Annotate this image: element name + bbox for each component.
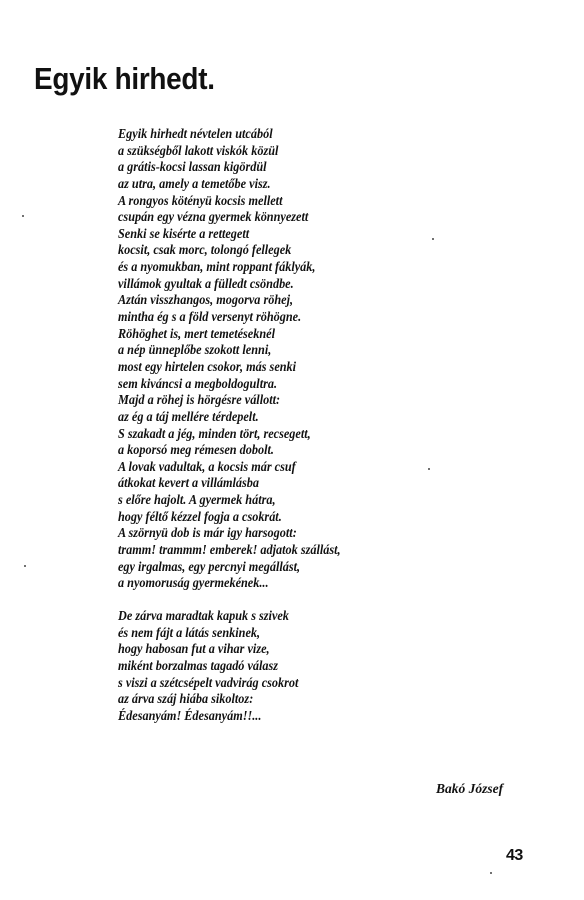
poem-line: hogy habosan fut a vihar vize,: [118, 641, 270, 657]
poem-line: Aztán visszhangos, mogorva röhej,: [118, 292, 294, 308]
poem-line: s viszi a szétcsépelt vadvirág csokrot: [118, 674, 299, 690]
poem-line: átkokat kevert a villámlásba: [118, 475, 260, 491]
poem-line: De zárva maradtak kapuk s szivek: [118, 607, 289, 623]
poem-line: Majd a röhej is hörgésre vállott:: [118, 392, 281, 408]
poem-line: s előre hajolt. A gyermek hátra,: [118, 492, 276, 508]
poem-line: kocsit, csak morc, tolongó fellegek: [118, 242, 292, 258]
print-speck: [490, 872, 492, 874]
poem-author: Bakó József: [436, 781, 504, 796]
poem-body: [118, 126, 341, 724]
poem-line: a nép ünneplőbe szokott lenni,: [118, 342, 272, 358]
poem-line: S szakadt a jég, minden tört, recsegett,: [118, 425, 311, 441]
poem-line: sem kiváncsi a megboldogultra.: [118, 375, 278, 391]
poem-line: A szörnyü dob is már igy harsogott:: [118, 525, 297, 541]
poem-line: villámok gyultak a fülledt csöndbe.: [118, 275, 294, 291]
poem-line: a nyomoruság gyermekének...: [118, 575, 269, 591]
poem-line: most egy hirtelen csokor, más senki: [118, 358, 297, 374]
poem-line: egy irgalmas, egy percnyi megállást,: [118, 558, 301, 574]
poem-line: az utra, amely a temetőbe visz.: [118, 175, 271, 191]
poem-line: Egyik hirhedt névtelen utcából: [118, 126, 273, 141]
poem-line: az árva száj hiába sikoltoz:: [118, 691, 254, 707]
poem-line: a szükségből lakott viskók közül: [118, 142, 279, 158]
poem-line: az ég a táj mellére térdepelt.: [118, 408, 259, 424]
poem-line: csupán egy vézna gyermek könnyezett: [118, 209, 309, 225]
poem-line: és nem fájt a látás senkinek,: [118, 624, 261, 640]
stanza: [118, 608, 341, 724]
page-number: 43: [506, 847, 523, 864]
poem-line: A lovak vadultak, a kocsis már csuf: [118, 458, 296, 474]
print-speck: [432, 238, 434, 240]
poem-line: miként borzalmas tagadó válasz: [118, 657, 279, 673]
poem-line: A rongyos kötényü kocsis mellett: [118, 192, 283, 208]
poem-line: mintha ég s a föld versenyt röhögne.: [118, 309, 302, 325]
stanza: [118, 126, 341, 592]
poem-line: a grátis-kocsi lassan kigördül: [118, 159, 267, 175]
print-speck: [428, 468, 430, 470]
poem-line: Senki se kisérte a rettegett: [118, 225, 250, 241]
poem-line: tramm! trammm! emberek! adjatok szállást,: [118, 542, 341, 558]
poem-line: és a nyomukban, mint roppant fáklyák,: [118, 259, 316, 275]
poem-title: Egyik hirhedt.: [34, 61, 215, 96]
poem-line: hogy féltő kézzel fogja a csokrát.: [118, 508, 282, 524]
poem-line: Édesanyám! Édesanyám!!...: [118, 707, 262, 723]
print-speck: [24, 565, 26, 567]
print-speck: [22, 215, 24, 217]
poem-line: a koporsó meg rémesen dobolt.: [118, 442, 274, 458]
poem-line: Röhöghet is, mert temetéseknél: [118, 325, 275, 341]
